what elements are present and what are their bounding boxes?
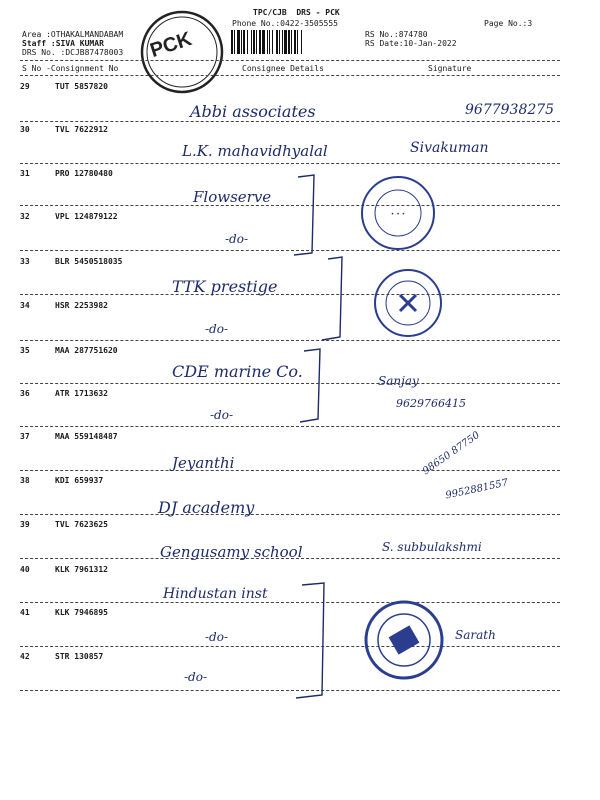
row-consignment: STR 130857 [55,652,104,661]
column-header-sno: S No -Consignment No [22,64,119,73]
divider [20,75,560,76]
handwritten-signature: Sanjay [378,374,419,388]
row-consignment: TVL 7622912 [55,125,108,134]
row-sno: 39 [20,520,30,529]
row-sno: 29 [20,82,30,91]
document-title: TPC/CJB DRS - PCK [253,8,340,17]
row-consignment: BLR 5450518035 [55,257,123,266]
handwritten-consignee: DJ academy [158,498,255,517]
handwritten-signature: 9952881557 [444,477,510,502]
row-sno: 34 [20,301,30,310]
institute-seal [362,598,446,682]
page-number: Page No.:3 [484,19,533,28]
handwritten-signature: 9677938275 [465,102,555,118]
handwritten-signature: Sivakuman [410,140,489,156]
row-consignment: PRO 12780480 [55,169,113,178]
security-seal [370,265,446,341]
row-consignment: VPL 124879122 [55,212,118,221]
divider [20,60,560,61]
row-consignment: TVL 7623625 [55,520,108,529]
row-consignment: MAA 559148487 [55,432,118,441]
company-seal [357,172,439,254]
row-sno: 40 [20,565,30,574]
barcode [231,30,359,54]
handwritten-ditto: -do- [205,322,229,336]
handwritten-consignee: Jeyanthi [172,454,235,472]
column-header-details: Consignee Details [242,64,324,73]
row-sno: 30 [20,125,30,134]
handwritten-ditto: -do- [225,232,249,246]
row-consignment: KDI 659937 [55,476,104,485]
row-sno: 36 [20,389,30,398]
area-label: Area :OTHAKALMANDABAM [22,30,124,39]
row-divider [20,121,560,122]
pck-stamp-text: PCK [147,28,195,63]
handwritten-consignee: Abbi associates [190,102,316,121]
rs-number: RS No.:874780 [365,30,428,39]
handwritten-ditto: -do- [210,408,234,422]
row-sno: 42 [20,652,30,661]
row-consignment: KLK 7961312 [55,565,108,574]
phone-number: Phone No.:0422-3505555 [232,19,338,28]
row-sno: 41 [20,608,30,617]
row-consignment: MAA 287751620 [55,346,118,355]
row-consignment: HSR 2253982 [55,301,108,310]
handwritten-consignee: Gengusamy school [160,543,303,561]
row-sno: 35 [20,346,30,355]
row-consignment: ATR 1713632 [55,389,108,398]
handwritten-consignee: Flowserve [193,188,272,206]
handwritten-ditto: -do- [184,670,208,684]
svg-text:• • •: • • • [390,211,406,218]
row-sno: 33 [20,257,30,266]
handwritten-phone: 9629766415 [396,397,466,410]
row-sno: 37 [20,432,30,441]
drs-number: DRS No. :DCJB87478003 [22,48,124,57]
handwritten-ditto: -do- [205,630,229,644]
handwritten-signature: Sarath [455,628,496,642]
column-header-signature: Signature [428,64,472,73]
row-consignment: KLK 7946895 [55,608,108,617]
row-sno: 32 [20,212,30,221]
row-consignment: TUT 5857820 [55,82,108,91]
rs-date: RS Date:10-Jan-2022 [365,39,457,48]
handwritten-signature: S. subbulakshmi [382,540,482,554]
handwritten-consignee: Hindustan inst [163,586,268,602]
row-sno: 38 [20,476,30,485]
staff-label: Staff :SIVA KUMAR [22,39,104,48]
row-divider [20,163,560,164]
handwritten-consignee: CDE marine Co. [172,362,303,381]
handwritten-consignee: L.K. mahavidhyalal [182,142,328,160]
handwritten-signature: 98650 87750 [420,429,482,478]
row-sno: 31 [20,169,30,178]
handwritten-consignee: TTK prestige [172,277,278,296]
